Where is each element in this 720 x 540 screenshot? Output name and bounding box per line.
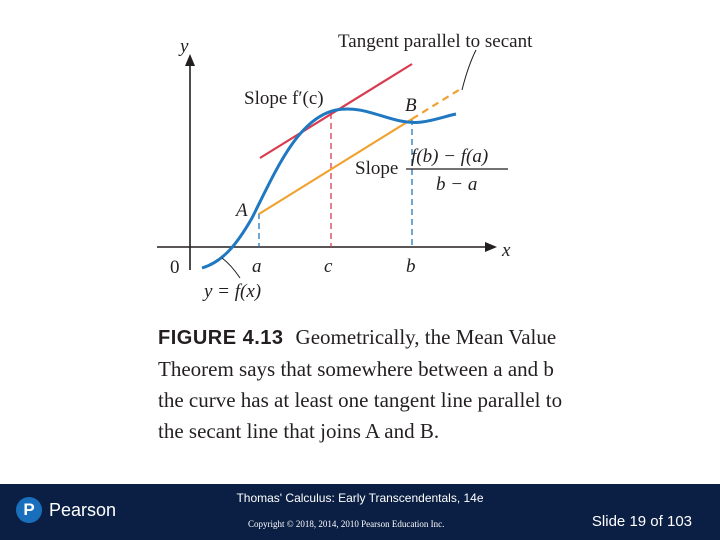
secant-slope-numerator: f(b) − f(a)	[411, 146, 489, 167]
x-axis-arrow	[485, 242, 497, 252]
slide-number: Slide 19 of 103	[591, 513, 692, 530]
copyright-notice: Copyright © 2018, 2014, 2010 Pearson Education Inc.	[248, 519, 445, 529]
caption-text: Geometrically, the Mean Value Theorem says that somewhere between a and b the curve has at least one tangent line parallel to the secant line that joins A and B.	[158, 325, 563, 443]
pearson-p-icon: P	[16, 497, 42, 523]
tangent-callout-pointer	[462, 50, 476, 90]
curve-label-pointer	[222, 258, 240, 278]
secant-slope-word: Slope	[355, 158, 399, 179]
curve-f	[202, 109, 456, 268]
point-label-B: B	[405, 95, 417, 116]
y-axis-label: y	[180, 36, 189, 57]
curve-label: y = f(x)	[204, 281, 262, 302]
figure-caption	[158, 322, 578, 447]
point-label-A: A	[236, 200, 248, 221]
book-title: Thomas' Calculus: Early Transcendentals, 14e	[236, 491, 484, 505]
tick-label-b: b	[406, 256, 416, 277]
figure-label: FIGURE 4.13	[158, 327, 284, 349]
pearson-logo-text: Pearson	[49, 499, 117, 520]
tangent-slope-label: Slope f′(c)	[244, 88, 324, 109]
footer-bar	[0, 484, 720, 540]
origin-label: 0	[170, 257, 180, 278]
tick-label-c: c	[324, 256, 333, 277]
tick-label-a: a	[252, 256, 262, 277]
x-axis-label: x	[502, 240, 511, 261]
secant-slope-denominator: b − a	[436, 174, 478, 195]
tangent-callout-label: Tangent parallel to secant	[338, 31, 533, 52]
